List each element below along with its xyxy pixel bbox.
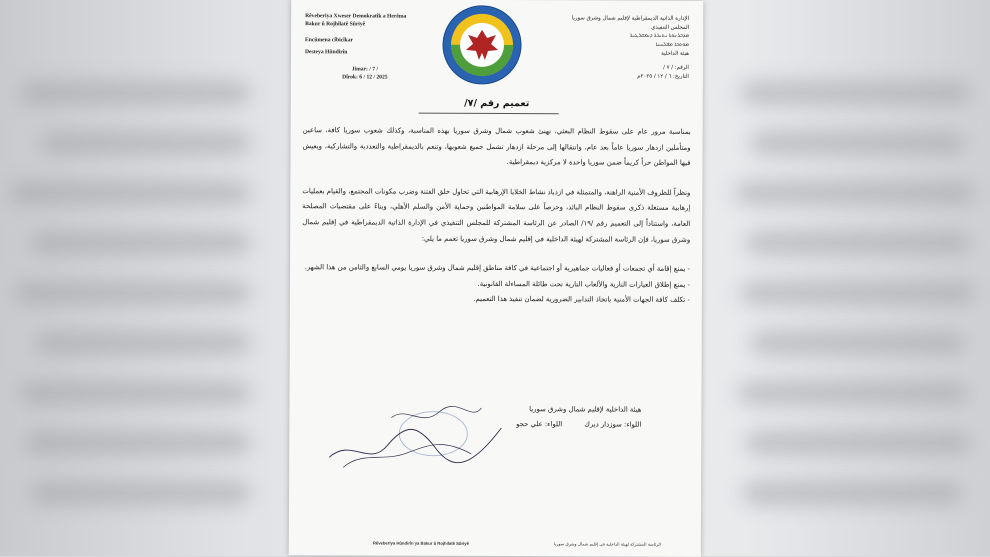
reference-number-arabic: الرقم: / ٧ /	[663, 64, 689, 72]
council-name-arabic: المجلس التنفيذي	[651, 24, 690, 31]
signatory-authority: هيئة الداخلية لإقليم شمال وشرق سوريا	[529, 405, 642, 414]
document-body	[302, 123, 691, 309]
footer-left: Rêveberiya Hûndirîn ya Bakur û Rojhilatê Sûriyê	[372, 540, 469, 546]
council-name-syriac: ܡܘܬܒܐ ܡܦܠܚܢܐ	[655, 41, 690, 48]
header-right	[549, 14, 689, 81]
reference-number: Jimar: / 7 /	[351, 66, 379, 73]
footer-right: الرئاسة المشتركة لهيئة الداخلية في إقليم شمال وشرق سوريا	[553, 541, 661, 547]
paragraph-context: ونظراً للظروف الأمنية الراهنة، والمتمثلة في ازدياد نشاط الخلايا الإرهابية التي تحاول خلق الفتنة وضرب مكونات المجتمع، والقيام بعمليات إرهابية مستغلة ذكرى سقوط النظام البائد، وحرصاً على سلامة المواطنين وحماية الأمن والسلم الأهلي، وبناءً على مقتضيات المصلحة العامة، واستناداً إلى التعميم رقم /١٩/ الصادر عن الرئاسة المشتركة للمجلس التنفيذي في الإدارة الذاتية الديمقراطية في إقليم شمال وشرق سوريا، فإن الرئاسة المشتركة لهيئة الداخلية في إقليم شمال وشرق سوريا تعمم ما يلي:	[302, 186, 691, 244]
admin-name-syriac: ܡܕܒܪܢܘܬܐ ܝܬܝܪܬܐ ܕܝܡܩܪܛܝܬܐ	[630, 32, 690, 40]
title-underline	[419, 113, 559, 114]
directive-item: - يمنع إطلاق العيارات النارية والألعاب النارية تحت طائلة المساءلة القانونية.	[477, 279, 690, 289]
document-page	[289, 0, 703, 557]
admin-name-arabic: الإدارة الذاتية الديمقراطية لإقليم شمال وشرق سوريا	[571, 15, 690, 22]
department-name: Desteya Hûndirîn	[304, 48, 348, 55]
directive-item: - تكلف كافة الجهات الأمنية باتخاذ التدابير الضرورية لضمان تنفيذ هذا التعميم.	[473, 295, 690, 305]
emblem-logo	[441, 4, 523, 86]
paragraph-intro: بمناسبة مرور عام على سقوط النظام البعثي، نهنئ شعوب شمال وشرق سوريا بهذه المناسبة، وكذلك شعوب سوريا كافة، ساعين ومتأملين ازدهار سوريا عاماً بعد عام، وانتقالها إلى مرحلة ازدهار تشمل جميع شعوبها، وتنعم بالديمقراطية والتعددية والتشاركية، ويعيش فيها المواطن حراً كريماً ضمن سوريا واحدة لا مركزية ديمقراطية.	[302, 126, 691, 168]
council-name: Encûmena cîbicîkar	[305, 37, 354, 44]
document-date-arabic: التاريخ: ٦ / ١٢ / ٢٠٢٥م	[637, 73, 689, 80]
signatory-name: اللواء: علي حجو	[516, 420, 563, 429]
department-name-arabic: هيئة الداخلية	[661, 50, 689, 57]
org-name-line2: Bakur û Rojhilatê Sûriyê	[305, 20, 366, 27]
org-name-line1: Rêveberiya Xweser Demokratîk a Herêma	[305, 13, 407, 20]
signature-block	[516, 402, 641, 433]
document-date: Dîrok: 6 / 12 / 2025	[342, 74, 388, 81]
circular-title: تعميم رقم /٧/	[464, 97, 530, 110]
signature-stamp-scribble	[321, 397, 511, 478]
directive-item: - يمنع إقامة أي تجمعات أو فعاليات جماهيرية أو اجتماعية في كافة مناطق إقليم شمال وشرق سوريا يومي السابع والثامن من هذا الشهر.	[304, 263, 691, 274]
directive-list	[302, 260, 690, 308]
header-left	[305, 13, 425, 82]
signatory-name: اللواء: سوزدار ديرك	[584, 420, 642, 429]
